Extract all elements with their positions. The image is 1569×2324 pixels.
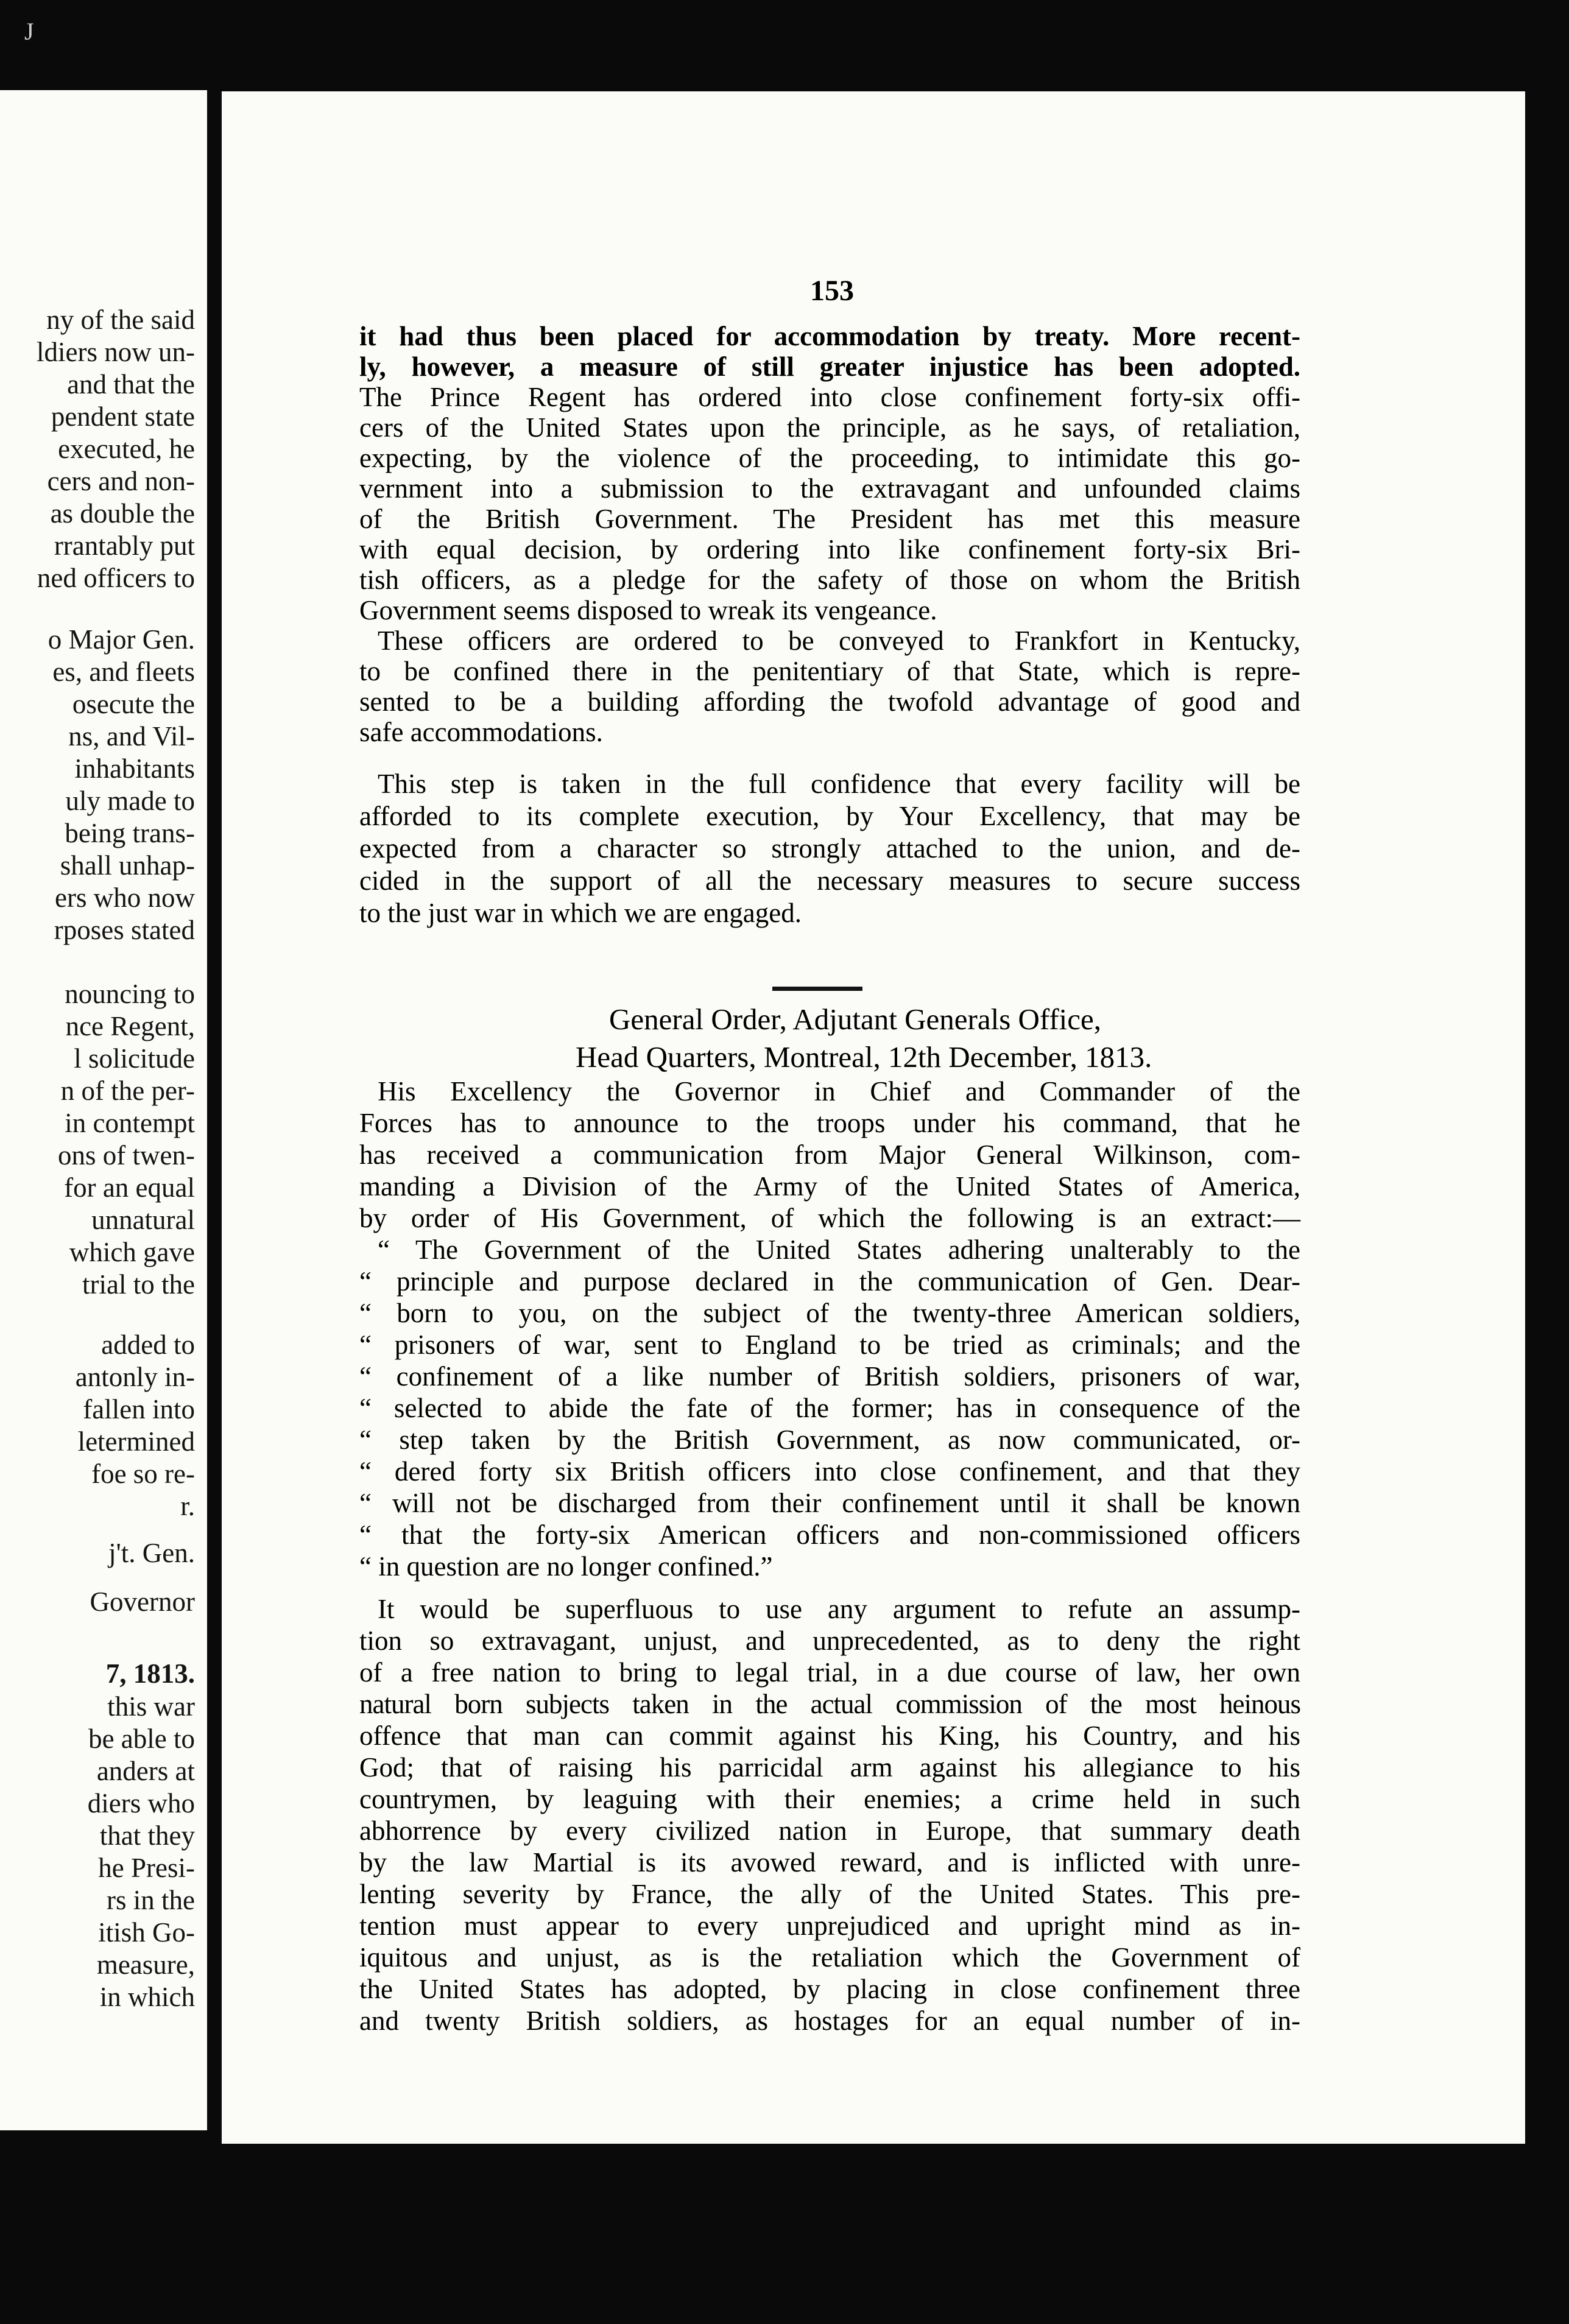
text-line: tention must appear to every unprejudiced and upright mind as in- bbox=[359, 1910, 1300, 1941]
left-column-line: he Presi- bbox=[98, 1853, 195, 1883]
left-column-line: rposes stated bbox=[54, 915, 195, 945]
text-line: The Prince Regent has ordered into close confinement forty-six offi- bbox=[359, 382, 1300, 412]
left-column-line: es, and fleets bbox=[52, 657, 195, 687]
left-column-line: ons of twen- bbox=[58, 1140, 195, 1171]
left-page-fragment bbox=[0, 90, 207, 2130]
text-line: the United States has adopted, by placing in close confinement three bbox=[359, 1974, 1300, 2004]
text-line: “ confinement of a like number of British soldiers, prisoners of war, bbox=[359, 1361, 1300, 1392]
text-line: “ will not be discharged from their confinement until it shall be known bbox=[359, 1488, 1300, 1518]
text-line: cided in the support of all the necessary measures to secure success bbox=[359, 865, 1300, 896]
left-column-line: anders at bbox=[96, 1756, 195, 1786]
text-line: “ prisoners of war, sent to England to be tried as criminals; and the bbox=[359, 1329, 1300, 1360]
left-column-line: and that the bbox=[67, 369, 195, 400]
text-line: abhorrence by every civilized nation in Europe, that summary death bbox=[359, 1815, 1300, 1846]
page-number: 153 bbox=[810, 275, 854, 307]
text-line: of a free nation to bring to legal trial, in a due course of law, her own bbox=[359, 1657, 1300, 1688]
left-column-line: itish Go- bbox=[98, 1917, 195, 1948]
text-line: “ born to you, on the subject of the twenty-three American soldiers, bbox=[359, 1298, 1300, 1328]
text-line: to the just war in which we are engaged. bbox=[359, 898, 802, 928]
left-column-line: nce Regent, bbox=[65, 1011, 195, 1041]
left-column-line: Governor bbox=[90, 1586, 195, 1617]
left-column-line: diers who bbox=[87, 1788, 195, 1819]
left-column-line: cers and non- bbox=[47, 466, 195, 496]
left-column-line: antonly in- bbox=[75, 1362, 195, 1392]
text-line: by the law Martial is its avowed reward, and is inflicted with unre- bbox=[359, 1847, 1300, 1878]
text-line: natural born subjects taken in the actual commission of the most heinous bbox=[359, 1689, 1300, 1719]
text-line: safe accommodations. bbox=[359, 717, 603, 747]
left-column-line: trial to the bbox=[82, 1269, 195, 1300]
text-line: cers of the United States upon the principle, as he says, of retaliation, bbox=[359, 412, 1300, 443]
text-line: This step is taken in the full confidence that every facility will be bbox=[378, 769, 1300, 799]
text-line: of the British Government. The President has met this measure bbox=[359, 504, 1300, 534]
text-line: sented to be a building affording the twofold advantage of good and bbox=[359, 686, 1300, 717]
left-column-line: n of the per- bbox=[60, 1076, 195, 1106]
left-column-line: o Major Gen. bbox=[48, 624, 195, 655]
left-column-line: foe so re- bbox=[91, 1459, 195, 1489]
text-line: vernment into a submission to the extravagant and unfounded claims bbox=[359, 473, 1300, 504]
left-column-line: ned officers to bbox=[37, 563, 195, 593]
text-line: by order of His Government, of which the following is an extract:— bbox=[359, 1203, 1300, 1233]
left-column-line: as double the bbox=[50, 498, 195, 529]
order-heading-dateline: Head Quarters, Montreal, 12th December, 1813. bbox=[576, 1040, 1152, 1074]
text-line: Forces has to announce to the troops under his command, that he bbox=[359, 1108, 1300, 1138]
left-column-line: uly made to bbox=[65, 786, 195, 816]
text-line: with equal decision, by ordering into like confinement forty-six Bri- bbox=[359, 534, 1300, 565]
text-line: to be confined there in the penitentiary of that State, which is repre- bbox=[359, 656, 1300, 686]
section-divider bbox=[772, 987, 862, 991]
text-line: has received a communication from Major General Wilkinson, com- bbox=[359, 1139, 1300, 1170]
left-column-line: executed, he bbox=[58, 434, 195, 464]
text-line: “ The Government of the United States adhering unalterably to the bbox=[378, 1234, 1300, 1265]
left-column-line: osecute the bbox=[72, 689, 195, 719]
left-column-line: which gave bbox=[69, 1237, 195, 1267]
text-line: ly, however, a measure of still greater injustice has been adopted. bbox=[359, 351, 1300, 382]
text-line: “ dered forty six British officers into close confinement, and that they bbox=[359, 1456, 1300, 1487]
left-column-line: inhabitants bbox=[74, 753, 195, 784]
left-column-line: unnatural bbox=[91, 1205, 195, 1235]
left-column-line: ldiers now un- bbox=[37, 337, 195, 367]
left-column-line: that they bbox=[99, 1820, 195, 1851]
left-column-line: for an equal bbox=[64, 1172, 195, 1203]
left-column-line: pendent state bbox=[51, 401, 195, 432]
margin-mark: J bbox=[24, 18, 34, 45]
text-line: tion so extravagant, unjust, and unprecedented, as to deny the right bbox=[359, 1625, 1300, 1656]
left-column-line: nouncing to bbox=[65, 979, 195, 1009]
text-line: manding a Division of the Army of the United States of America, bbox=[359, 1171, 1300, 1202]
left-column-line: measure, bbox=[96, 1949, 195, 1980]
left-column-line: r. bbox=[180, 1491, 195, 1521]
text-line: His Excellency the Governor in Chief and Commander of the bbox=[378, 1076, 1300, 1107]
left-column-line: being trans- bbox=[65, 818, 195, 848]
text-line: “ step taken by the British Government, as now communicated, or- bbox=[359, 1424, 1300, 1455]
text-line: and twenty British soldiers, as hostages for an equal number of in- bbox=[359, 2005, 1300, 2036]
left-column-line: 7, 1813. bbox=[105, 1658, 195, 1689]
text-line: countrymen, by leaguing with their enemies; a crime held in such bbox=[359, 1784, 1300, 1814]
left-column-line: ny of the said bbox=[46, 305, 195, 335]
text-line: It would be superfluous to use any argument to refute an assump- bbox=[378, 1594, 1300, 1624]
text-line: it had thus been placed for accommodation by treaty. More recent- bbox=[359, 321, 1300, 351]
left-column-line: fallen into bbox=[83, 1394, 195, 1424]
left-column-line: shall unhap- bbox=[60, 850, 195, 881]
text-line: expected from a character so strongly attached to the union, and de- bbox=[359, 833, 1300, 864]
left-column-line: in contempt bbox=[65, 1108, 195, 1138]
text-line: These officers are ordered to be conveyed to Frankfort in Kentucky, bbox=[378, 625, 1300, 656]
left-column-line: ers who now bbox=[55, 882, 195, 913]
left-column-line: ns, and Vil- bbox=[68, 721, 195, 752]
text-line: God; that of raising his parricidal arm against his allegiance to his bbox=[359, 1752, 1300, 1783]
left-column-line: rrantably put bbox=[54, 530, 195, 561]
text-line: expecting, by the violence of the proceeding, to intimidate this go- bbox=[359, 443, 1300, 473]
left-column-line: added to bbox=[101, 1329, 195, 1360]
left-column-line: l solicitude bbox=[74, 1043, 195, 1074]
text-line: Government seems disposed to wreak its vengeance. bbox=[359, 595, 937, 625]
left-column-line: letermined bbox=[77, 1426, 195, 1457]
text-line: “ that the forty-six American officers and non-commissioned officers bbox=[359, 1519, 1300, 1550]
left-column-line: in which bbox=[99, 1982, 195, 2012]
order-heading-title: General Order, Adjutant Generals Office, bbox=[609, 1002, 1102, 1036]
left-column-line: j't. Gen. bbox=[108, 1538, 195, 1568]
text-line: “ in question are no longer confined.” bbox=[359, 1551, 773, 1582]
text-line: offence that man can commit against his King, his Country, and his bbox=[359, 1720, 1300, 1751]
text-line: afforded to its complete execution, by Your Excellency, that may be bbox=[359, 801, 1300, 831]
left-column-line: this war bbox=[107, 1691, 195, 1722]
left-column-line: rs in the bbox=[107, 1885, 195, 1915]
text-line: lenting severity by France, the ally of the United States. This pre- bbox=[359, 1879, 1300, 1909]
text-line: “ principle and purpose declared in the communication of Gen. Dear- bbox=[359, 1266, 1300, 1297]
text-line: iquitous and unjust, as is the retaliation which the Government of bbox=[359, 1942, 1300, 1973]
left-column-line: be able to bbox=[88, 1724, 195, 1754]
text-line: “ selected to abide the fate of the former; has in consequence of the bbox=[359, 1393, 1300, 1423]
text-line: tish officers, as a pledge for the safety of those on whom the British bbox=[359, 565, 1300, 595]
